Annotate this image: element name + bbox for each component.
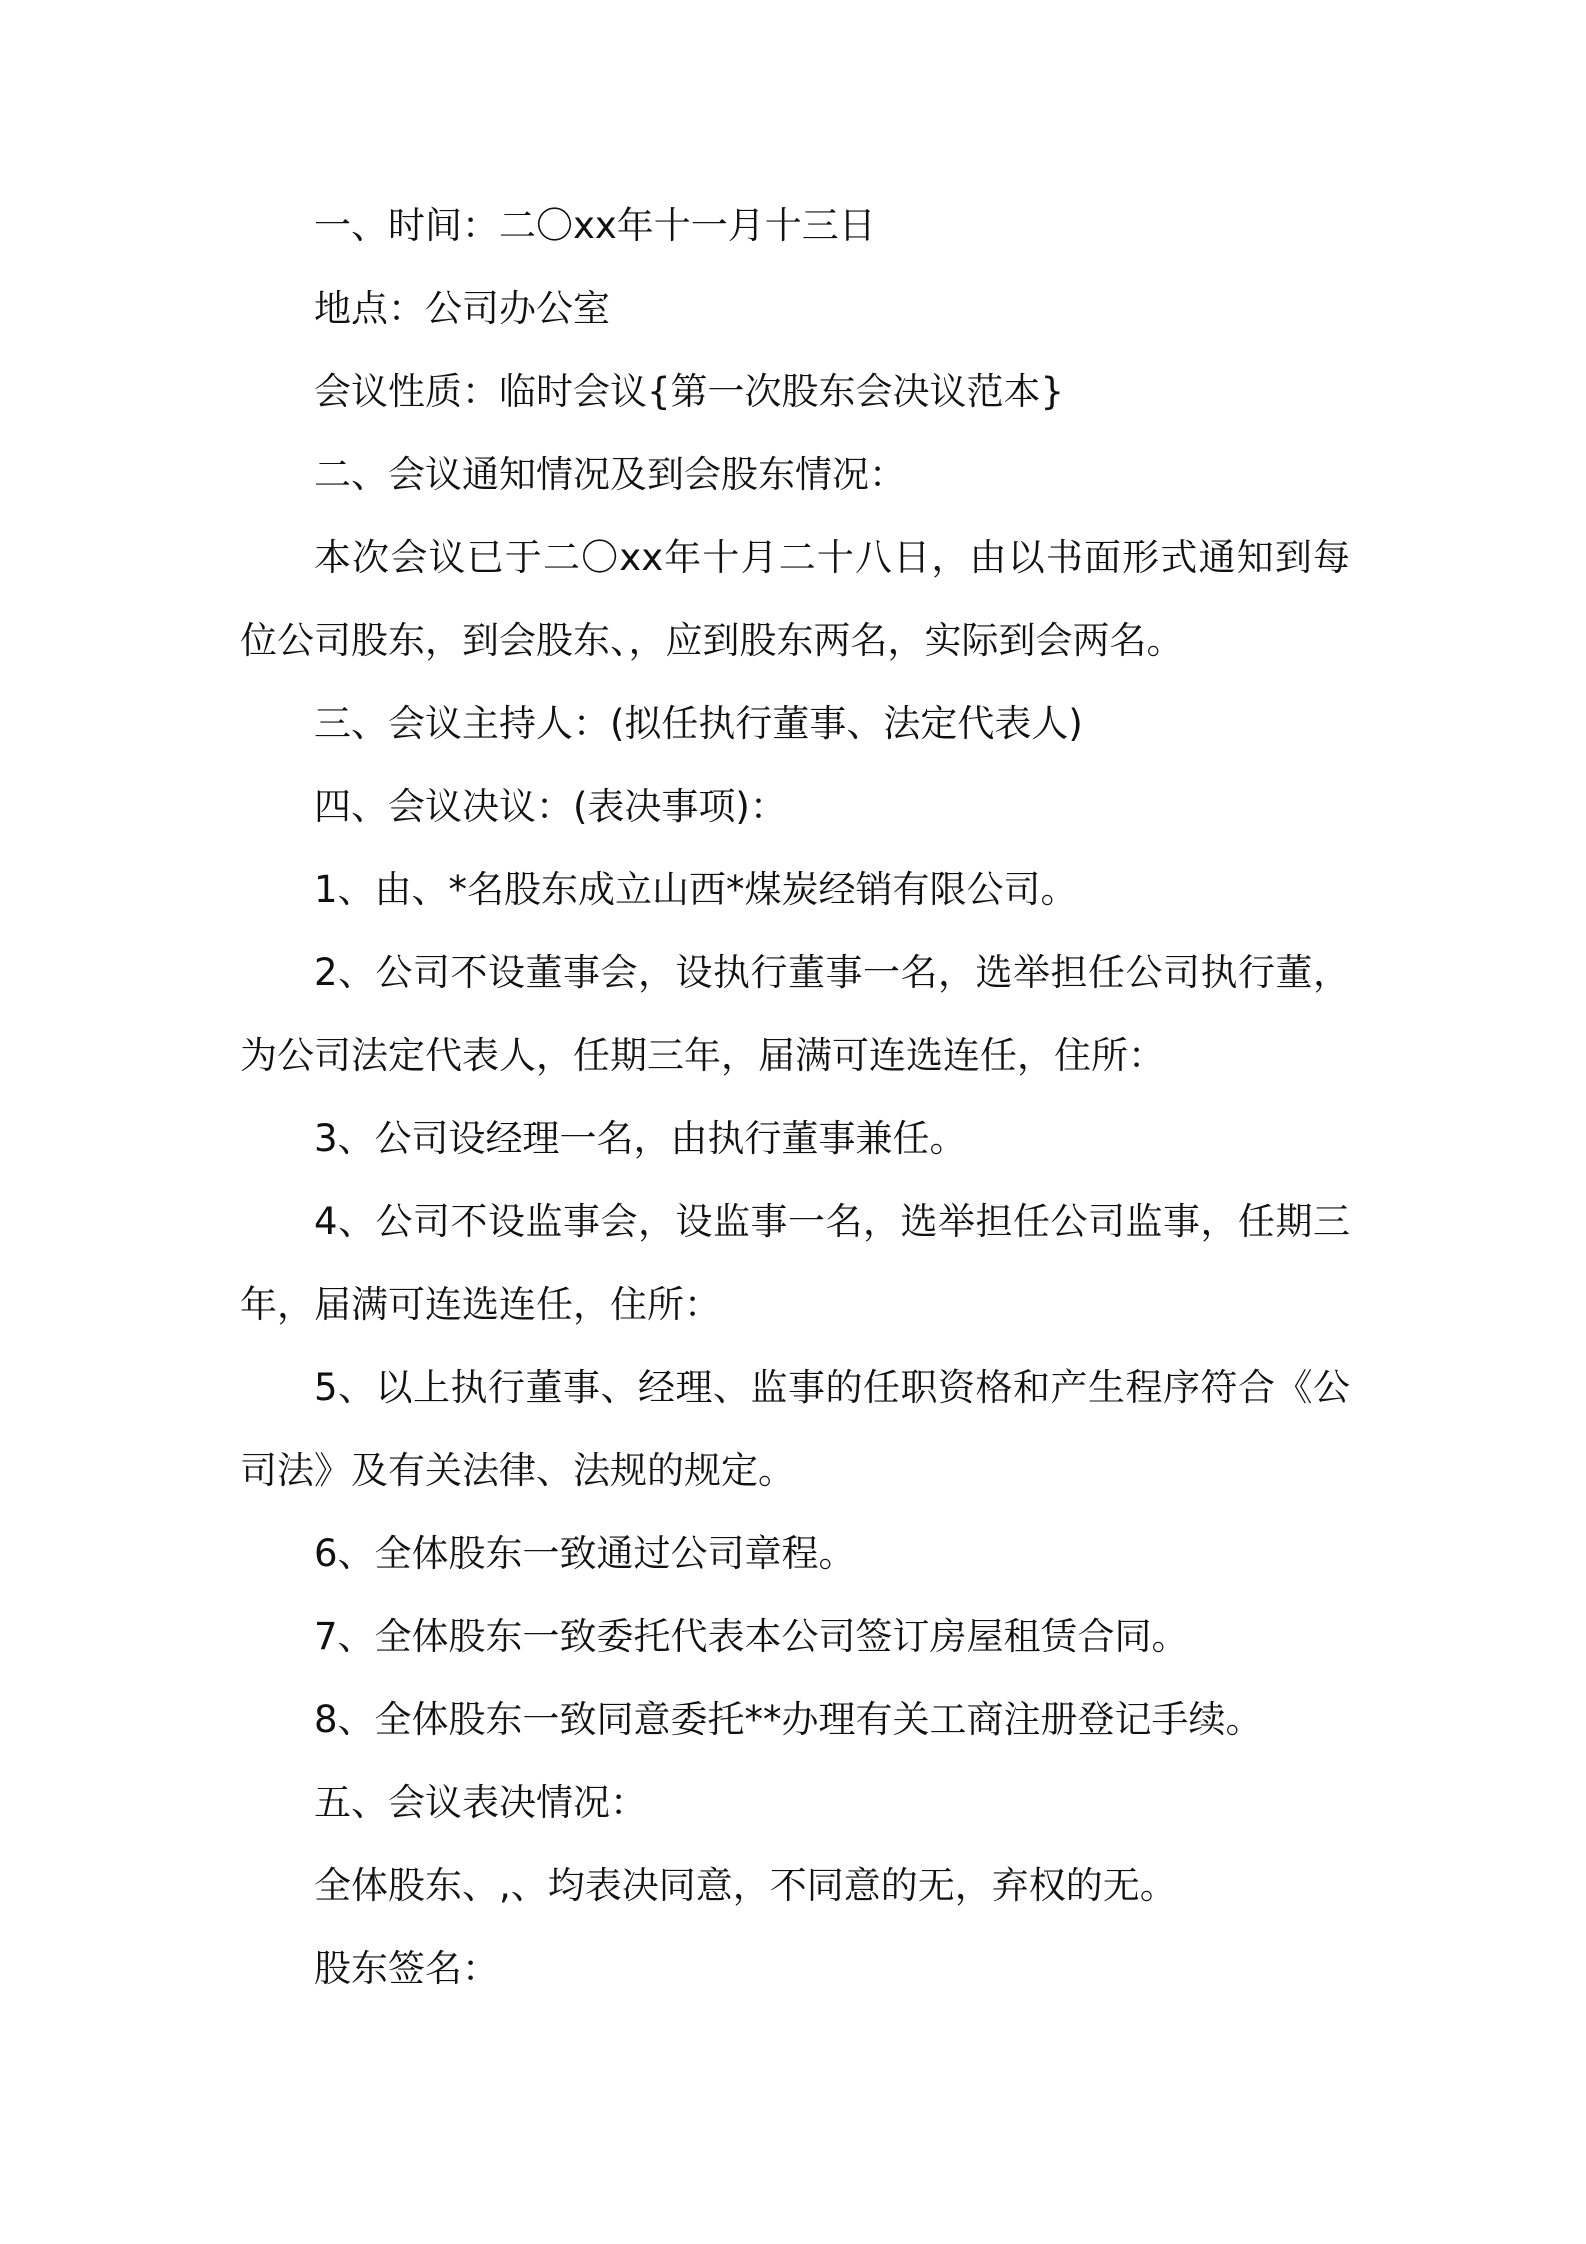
- resolution-item: 1、由、*名股东成立山西*煤炭经销有限公司。: [314, 868, 1078, 911]
- shareholder-signature-label: 股东签名：: [314, 1947, 499, 1990]
- resolution-item: 3、公司设经理一名，由执行董事兼任。: [314, 1117, 967, 1160]
- section-heading-voting: 五、会议表决情况：: [314, 1781, 647, 1824]
- section-heading-resolutions: 四、会议决议：(表决事项)：: [314, 785, 787, 828]
- resolution-item: 2、公司不设董事会，设执行董事一名，选举担任公司执行董，为公司法定代表人，任期三年，届满可连选连任，住所：: [240, 951, 1350, 1077]
- voting-result: 全体股东、,、均表决同意，不同意的无，弃权的无。: [314, 1864, 1177, 1907]
- resolution-item: 7、全体股东一致委托代表本公司签订房屋租赁合同。: [314, 1615, 1189, 1658]
- section-heading-notice: 二、会议通知情况及到会股东情况：: [314, 453, 906, 496]
- resolution-item: 8、全体股东一致同意委托**办理有关工商注册登记手续。: [314, 1698, 1263, 1741]
- notice-details: 本次会议已于二〇xx年十月二十八日，由以书面形式通知到每位公司股东，到会股东、，应到股东两名，实际到会两名。: [240, 536, 1350, 662]
- meeting-nature: 会议性质：临时会议{第一次股东会决议范本}: [314, 370, 1065, 413]
- section-heading-host: 三、会议主持人：(拟任执行董事、法定代表人): [314, 702, 1083, 745]
- resolution-item: 6、全体股东一致通过公司章程。: [314, 1532, 856, 1575]
- document-body: [240, 184, 1350, 2010]
- meeting-time: 一、时间：二〇xx年十一月十三日: [314, 204, 876, 247]
- resolution-item: 5、以上执行董事、经理、监事的任职资格和产生程序符合《公司法》及有关法律、法规的规定。: [240, 1366, 1350, 1492]
- resolution-item: 4、公司不设监事会，设监事一名，选举担任公司监事，任期三年，届满可连选连任，住所：: [240, 1200, 1350, 1326]
- meeting-location: 地点：公司办公室: [314, 287, 610, 330]
